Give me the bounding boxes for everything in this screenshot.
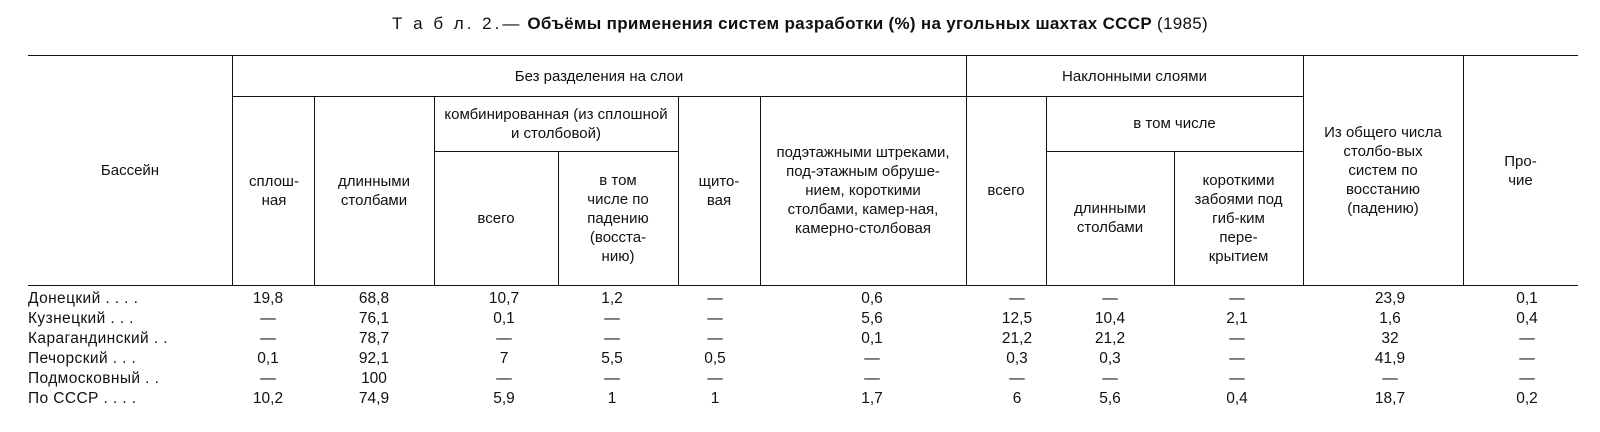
row-value: 10,2 xyxy=(252,390,284,407)
row-value: — xyxy=(1009,290,1025,307)
row-value: — xyxy=(707,330,723,347)
row-value: — xyxy=(260,330,276,347)
row-value: 21,2 xyxy=(1094,330,1126,347)
row-value: 23,9 xyxy=(1374,290,1406,307)
table-row xyxy=(28,389,1578,409)
row-value: 0,1 xyxy=(257,350,279,367)
row-value: — xyxy=(864,350,880,367)
row-value: 1 xyxy=(710,390,720,407)
row-value: 18,7 xyxy=(1374,390,1406,407)
row-value: — xyxy=(707,370,723,387)
row-value: 5,6 xyxy=(1099,390,1121,407)
row-value: 2,1 xyxy=(1226,310,1248,327)
row-value: — xyxy=(260,370,276,387)
row-value: — xyxy=(1102,370,1118,387)
row-value: 19,8 xyxy=(252,290,284,307)
header-inclined-total: всего xyxy=(987,182,1025,199)
header-no-layers: Без разделения на слои xyxy=(514,67,684,85)
table-row xyxy=(28,369,1578,389)
row-value: 74,9 xyxy=(358,390,390,407)
table-row xyxy=(28,289,1578,309)
row-value: 0,4 xyxy=(1226,390,1248,407)
row-value: 1 xyxy=(607,390,617,407)
row-value: — xyxy=(1519,330,1535,347)
table-row xyxy=(28,309,1578,329)
caption-title: Объёмы применения систем разработки (%) на угольных шахтах СССР xyxy=(527,14,1152,33)
row-value: 1,6 xyxy=(1379,310,1401,327)
row-basin: Кузнецкий . . . xyxy=(28,310,134,327)
row-value: — xyxy=(496,370,512,387)
row-value: 1,2 xyxy=(601,290,623,307)
row-value: — xyxy=(604,310,620,327)
caption-lead: Т а б л. 2.— xyxy=(392,14,523,33)
row-value: 0,4 xyxy=(1516,310,1538,327)
header-other: Про-чие xyxy=(1504,152,1537,189)
header-combined-dip: в том числе по падению (восста-нию) xyxy=(587,171,649,265)
row-value: 0,1 xyxy=(861,330,883,347)
row-value: 100 xyxy=(361,370,387,387)
header-including: в том числе xyxy=(1133,115,1216,132)
row-value: — xyxy=(604,330,620,347)
row-value: — xyxy=(496,330,512,347)
row-value: 0,6 xyxy=(861,290,883,307)
row-value: — xyxy=(1519,350,1535,367)
row-basin: Подмосковный . . xyxy=(28,370,160,387)
table-header xyxy=(28,55,1578,286)
row-value: — xyxy=(1102,290,1118,307)
row-basin: Карагандинский . . xyxy=(28,330,168,347)
row-value: — xyxy=(604,370,620,387)
row-value: 76,1 xyxy=(358,310,390,327)
header-combined-total: всего xyxy=(477,209,515,227)
row-value: 5,9 xyxy=(493,390,515,407)
header-sublevel: подэтажными штреками, под-этажным обруше-нием, короткими столбами, камер-ная, камерно-столбовая xyxy=(776,144,950,237)
row-value: 0,3 xyxy=(1099,350,1121,367)
row-value: 68,8 xyxy=(358,290,390,307)
header-shield: щито-вая xyxy=(698,172,740,209)
header-basin: Бассейн xyxy=(100,162,160,179)
row-basin: Печорский . . . xyxy=(28,350,137,367)
row-value: — xyxy=(1229,330,1245,347)
row-value: 21,2 xyxy=(1001,330,1033,347)
row-value: 0,1 xyxy=(1516,290,1538,307)
row-value: 41,9 xyxy=(1374,350,1406,367)
table-row xyxy=(28,329,1578,349)
row-value: — xyxy=(864,370,880,387)
row-value: 0,1 xyxy=(493,310,515,327)
header-inclined-layers: Наклонными слоями xyxy=(1062,67,1207,85)
row-value: 32 xyxy=(1381,330,1399,347)
row-value: — xyxy=(260,310,276,327)
row-basin: По СССР . . . . xyxy=(28,390,137,407)
row-value: 12,5 xyxy=(1001,310,1033,327)
row-value: 0,5 xyxy=(704,350,726,367)
row-value: 5,6 xyxy=(861,310,883,327)
header-long-pillars: длинными столбами xyxy=(338,172,410,209)
row-value: 10,7 xyxy=(488,290,520,307)
row-value: — xyxy=(1229,370,1245,387)
row-value: — xyxy=(707,310,723,327)
row-value: — xyxy=(1009,370,1025,387)
table-row xyxy=(28,349,1578,369)
header-of-pillar: Из общего числа столбо-вых систем по восстанию (падению) xyxy=(1324,124,1442,217)
row-value: — xyxy=(1229,290,1245,307)
row-value: 7 xyxy=(499,350,509,367)
header-combined: комбинированная (из сплошной и столбовой) xyxy=(444,105,668,142)
row-value: 92,1 xyxy=(358,350,390,367)
row-value: 1,7 xyxy=(861,390,883,407)
header-continuous: сплош-ная xyxy=(249,172,299,209)
row-value: 78,7 xyxy=(358,330,390,347)
table-caption xyxy=(0,14,1600,34)
header-inclined-long: длинными столбами xyxy=(1074,200,1146,236)
row-value: 0,3 xyxy=(1006,350,1028,367)
header-inclined-short: короткими забоями под гиб-ким пере-крытием xyxy=(1194,171,1283,265)
row-value: 0,2 xyxy=(1516,390,1538,407)
row-value: — xyxy=(1229,350,1245,367)
row-basin: Донецкий . . . . xyxy=(28,290,139,307)
row-value: — xyxy=(1519,370,1535,387)
row-value: — xyxy=(1382,370,1398,387)
row-value: 10,4 xyxy=(1094,310,1126,327)
caption-year: (1985) xyxy=(1157,14,1208,33)
row-value: 5,5 xyxy=(601,350,623,367)
row-value: — xyxy=(707,290,723,307)
row-value: 6 xyxy=(1012,390,1022,407)
